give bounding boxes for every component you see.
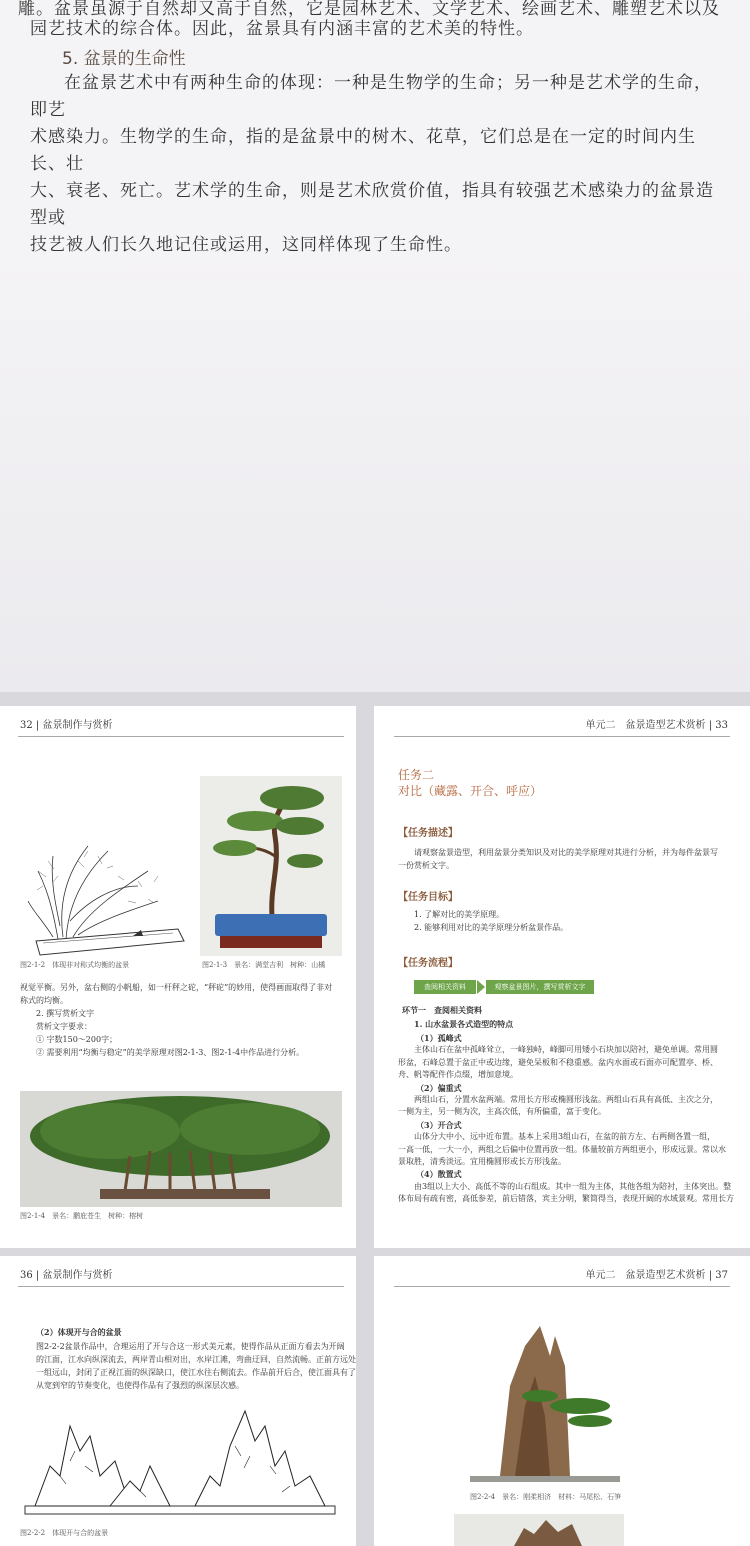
page-shadow xyxy=(0,250,750,692)
para-line: 技艺被人们长久地记住或运用，这同样体现了生命性。 xyxy=(30,235,462,255)
description-text xyxy=(398,846,718,872)
figure-caption: 图2-1-4 景名：鹏庇苍生 树种：榕树 xyxy=(20,1212,144,1220)
running-header: 单元二 盆景造型艺术赏析 | 37 xyxy=(585,1270,728,1281)
text-line: 两组山石，分置水盆两端。常用长方形或椭圆形浅盆。两组山石具有高低、主次之分， xyxy=(414,1095,718,1105)
section-heading: 【任务描述】 xyxy=(398,828,458,839)
bonsai-photo-image xyxy=(200,776,342,956)
text-line: 从宽到窄的节奏变化，也使得作品有了强烈的纵深层次感。 xyxy=(36,1381,244,1390)
arrow-right-icon xyxy=(477,980,485,994)
body-text xyxy=(20,981,346,1059)
banyan-photo-image xyxy=(20,1091,342,1207)
header-rule xyxy=(18,1286,344,1287)
closeup-page xyxy=(0,0,750,692)
text-line: 一侧为主，另一侧为次，主高次低，有所偏重，富于变化。 xyxy=(398,1107,606,1117)
body-text xyxy=(36,1340,356,1392)
text-line: 由3组以上大小、高低不等的山石组成。其中一组为主体，其他各组为陪衬，主体突出。整 xyxy=(414,1181,732,1191)
task-title: 对比（藏露、开合、呼应） xyxy=(398,784,543,798)
text-line: 景取胜，清秀淡远。宜用椭圆形或长方形浅盆。 xyxy=(398,1157,566,1167)
subheading: （2）体现开与合的盆景 xyxy=(36,1327,122,1337)
item-heading: （1）孤峰式 xyxy=(416,1033,462,1043)
text-line: 一份赏析文字。 xyxy=(398,861,454,870)
task-number: 任务二 xyxy=(398,768,435,782)
running-header: 32 | 盆景制作与赏析 xyxy=(20,720,113,731)
paragraph xyxy=(30,70,720,259)
para-line: 在盆景艺术中有两种生命的体现：一种是生物学的生命；另一种是艺术学的生命，即艺 xyxy=(30,73,712,120)
page-33 xyxy=(374,706,750,1248)
text-line: 形盆，石峰总置于盆正中或边缘，避免呆板和不稳重感。盆内水面或石面亦可配置亭、桥、 xyxy=(398,1057,718,1067)
rock-photo-image xyxy=(454,1514,624,1546)
running-header: 单元二 盆景造型艺术赏析 | 33 xyxy=(585,720,728,731)
flow-step-2: 观察盆景图片，撰写赏析文字 xyxy=(486,980,594,994)
text-line: 2. 撰写赏析文字 xyxy=(36,1009,95,1018)
header-rule xyxy=(18,736,344,737)
section-heading: 【任务流程】 xyxy=(398,958,458,969)
text-line-1: 雕。盆景虽源于自然却又高于自然，它是园林艺术、文学艺术、绘画艺术、雕塑艺术以及 xyxy=(18,0,720,19)
text-line: 体布局有疏有密，高低参差，前后错落，宾主分明，繁简得当，表现开阔的水域景观。常用长方 xyxy=(398,1194,734,1204)
text-line: 一组远山，封闭了正视江面的纵深缺口，使江水往右侧流去。作品前开后合，使江面具有了 xyxy=(36,1368,356,1377)
item-heading: （3）开合式 xyxy=(416,1119,462,1130)
header-rule xyxy=(394,736,730,737)
text-line: 赏析文字要求： xyxy=(36,1022,92,1031)
para-line: 术感染力。生物学的生命，指的是盆景中的树木、花草，它们总是在一定的时间内生长、壮 xyxy=(30,127,696,174)
spread-36-37 xyxy=(0,1248,750,1546)
page-37 xyxy=(374,1256,750,1546)
item-heading: （2）偏重式 xyxy=(416,1082,462,1093)
figure-caption: 图2-2-2 体现开与合的盆景 xyxy=(20,1529,109,1537)
text-line: 的江面，江水向纵深流去，两岸青山相对出，水岸江滩，弯曲迂回，自然流畅。正前方远处 xyxy=(36,1355,356,1364)
page-32 xyxy=(0,706,356,1248)
text-line-2: 园艺技术的综合体。因此，盆景具有内涵丰富的艺术美的特性。 xyxy=(30,19,534,39)
text-line: 一高一低，一大一小，两组之后偏中位置再放一组。体量较前方两组更小，形成远景。常以水 xyxy=(398,1144,726,1154)
section-heading: 5. 盆景的生命性 xyxy=(62,49,186,69)
subheading: 1. 山水盆景各式造型的特点 xyxy=(414,1019,514,1029)
bonsai-sketch-image xyxy=(18,831,188,956)
text-line: 视觉平衡。另外，盆右侧的小帆船，如一杆秤之砣，“秤砣”的妙用，使得画面取得了非对 xyxy=(20,983,333,992)
goals-list xyxy=(414,908,568,934)
list-item: 1. 了解对比的美学原理。 xyxy=(414,910,505,919)
styles-list xyxy=(398,1032,734,1206)
text-line: 称式的均衡。 xyxy=(20,996,68,1005)
item-heading: （4）散置式 xyxy=(416,1169,462,1180)
rock-pine-photo-image xyxy=(470,1326,620,1486)
text-line: ② 需要利用“均衡与稳定”的美学原理对图2-1-3、图2-1-4中作品进行分析。 xyxy=(36,1048,305,1057)
spread-32-33 xyxy=(0,692,750,1248)
para-line: 大、衰老、死亡。艺术学的生命，则是艺术欣赏价值，指具有较强艺术感染力的盆景造型或 xyxy=(30,181,714,228)
text-line: 山体分大中小、远中近布置。基本上采用3组山石，在盆的前方左、右两侧各置一组， xyxy=(414,1132,716,1142)
figure-caption: 图2-1-2 体现非对称式均衡的盆景 xyxy=(20,961,130,969)
figure-caption: 图2-2-4 景名：刚柔相济 材料：马尾松、石笋 xyxy=(470,1493,622,1501)
running-header: 36 | 盆景制作与赏析 xyxy=(20,1270,113,1281)
page-36 xyxy=(0,1256,356,1546)
text-line: 请观察盆景造型，利用盆景分类知识及对比的美学原理对其进行分析，并为每件盆景写 xyxy=(414,848,718,857)
figure-caption: 图2-1-3 景名：满堂吉利 树种：山橘 xyxy=(202,961,326,969)
text-line: 主体山石在盆中孤峰耸立，一峰独峙，峰脚可用矮小石块加以陪衬，避免单调。常用圆 xyxy=(414,1045,718,1055)
text-line: 舟、帆等配件作点缀，增加意境。 xyxy=(398,1070,518,1080)
flow-step-1: 查阅相关资料 xyxy=(414,980,476,994)
section-heading: 【任务目标】 xyxy=(398,892,458,903)
list-item: 2. 能够利用对比的美学原理分析盆景作品。 xyxy=(414,923,569,932)
landscape-sketch-image xyxy=(20,1406,340,1524)
step-title: 环节一 查阅相关资料 xyxy=(402,1005,482,1015)
text-line: 图2-2-2盆景作品中，合理运用了开与合这一形式美元素，使得作品从正面方看去为开阔 xyxy=(36,1342,345,1351)
text-line: ① 字数150～200字； xyxy=(36,1035,118,1044)
header-rule xyxy=(394,1286,730,1287)
